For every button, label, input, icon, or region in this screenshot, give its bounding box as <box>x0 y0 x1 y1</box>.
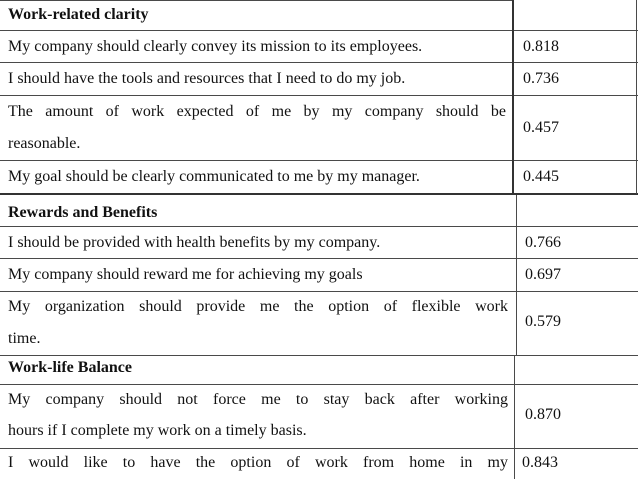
rule <box>0 62 638 63</box>
item-text: My organization should provide me the option of flexible work <box>8 298 508 315</box>
loading-value: 0.870 <box>525 406 561 423</box>
section-header-work-related-clarity: Work-related clarity <box>8 6 149 23</box>
item-text: I should be provided with health benefits by my company. <box>8 234 381 251</box>
item-text: My company should reward me for achieving my goals <box>8 266 363 283</box>
item-text: My company should clearly convey its mission to its employees. <box>8 38 423 55</box>
item-text: time. <box>8 330 41 347</box>
loading-value: 0.843 <box>522 454 558 471</box>
loading-value: 0.818 <box>523 38 559 55</box>
item-text: The amount of work expected of me by my company should be <box>8 103 506 120</box>
rule <box>0 95 638 96</box>
rule <box>0 0 512 1</box>
loading-value: 0.697 <box>525 266 561 283</box>
rule <box>0 160 638 161</box>
rule <box>0 355 638 356</box>
rule <box>0 448 638 449</box>
column-divider <box>516 195 517 355</box>
loading-value: 0.579 <box>525 313 561 330</box>
item-text: My goal should be clearly communicated to me by my manager. <box>8 168 420 185</box>
rule <box>0 291 638 292</box>
section-header-work-life-balance: Work-life Balance <box>8 359 132 376</box>
rule <box>0 226 638 227</box>
loading-value: 0.736 <box>523 70 559 87</box>
rule <box>0 258 638 259</box>
column-divider <box>514 356 515 479</box>
section-header-rewards-and-benefits: Rewards and Benefits <box>8 204 158 221</box>
loading-value: 0.766 <box>525 234 561 251</box>
item-text: I should have the tools and resources that I need to do my job. <box>8 70 406 87</box>
item-text: I would like to have the option of work from home in my <box>8 454 508 471</box>
loading-value: 0.445 <box>523 168 559 185</box>
rule <box>0 384 638 385</box>
column-divider <box>512 0 514 194</box>
loading-value: 0.457 <box>523 119 559 136</box>
item-text: hours if I complete my work on a timely basis. <box>8 422 307 439</box>
column-divider <box>636 0 637 194</box>
rule <box>0 30 638 31</box>
rule <box>0 193 638 195</box>
item-text: reasonable. <box>8 135 81 152</box>
item-text: My company should not force me to stay back after working <box>8 391 508 408</box>
